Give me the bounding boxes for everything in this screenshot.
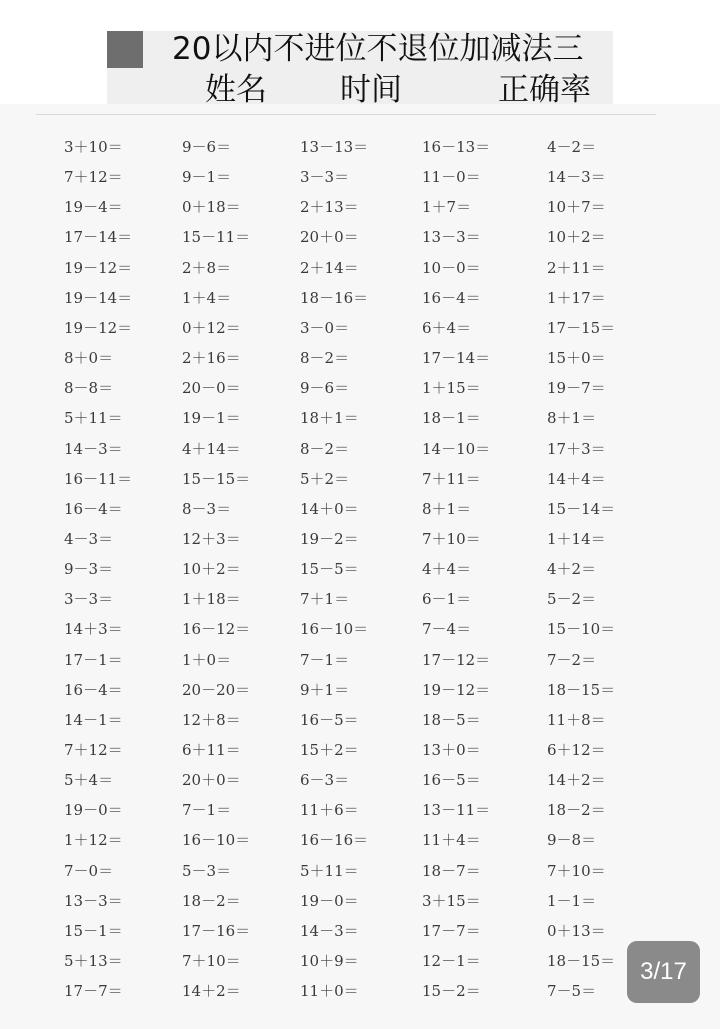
math-problem: 18－15＝ bbox=[547, 681, 616, 699]
math-problem: 18－15＝ bbox=[547, 952, 616, 970]
math-problem: 7－1＝ bbox=[300, 651, 350, 669]
math-problem: 3－3＝ bbox=[64, 590, 114, 608]
math-problem: 11＋0＝ bbox=[300, 982, 359, 1000]
math-problem: 1＋15＝ bbox=[422, 379, 481, 397]
math-problem: 17－7＝ bbox=[422, 922, 481, 940]
math-problem: 1＋7＝ bbox=[422, 198, 472, 216]
math-problem: 8＋0＝ bbox=[64, 349, 114, 367]
math-problem: 19－4＝ bbox=[64, 198, 123, 216]
math-problem: 15－11＝ bbox=[182, 228, 251, 246]
math-problem: 2＋8＝ bbox=[182, 259, 232, 277]
math-problem: 7－5＝ bbox=[547, 982, 597, 1000]
math-problem: 8－2＝ bbox=[300, 349, 350, 367]
math-problem: 7＋12＝ bbox=[64, 741, 123, 759]
math-problem: 5＋11＝ bbox=[300, 862, 359, 880]
math-problem: 14－3＝ bbox=[547, 168, 606, 186]
math-problem: 3＋10＝ bbox=[64, 138, 123, 156]
math-problem: 18－5＝ bbox=[422, 711, 481, 729]
math-problem: 15－15＝ bbox=[182, 470, 251, 488]
math-problem: 10＋2＝ bbox=[547, 228, 606, 246]
math-problem: 2＋13＝ bbox=[300, 198, 359, 216]
math-problem: 16－4＝ bbox=[64, 681, 123, 699]
math-problem: 19－1＝ bbox=[182, 409, 241, 427]
math-problem: 19－2＝ bbox=[300, 530, 359, 548]
math-problem: 8－3＝ bbox=[182, 500, 232, 518]
math-problem: 9＋1＝ bbox=[300, 681, 350, 699]
math-problem: 13－13＝ bbox=[300, 138, 369, 156]
math-problem: 9－3＝ bbox=[64, 560, 114, 578]
math-problem: 16－4＝ bbox=[64, 500, 123, 518]
math-problem: 12＋3＝ bbox=[182, 530, 241, 548]
math-problem: 14－1＝ bbox=[64, 711, 123, 729]
math-problem: 7－1＝ bbox=[182, 801, 232, 819]
math-problem: 14＋4＝ bbox=[547, 470, 606, 488]
page-indicator[interactable]: 3/17 bbox=[627, 941, 700, 1003]
math-problem: 14－10＝ bbox=[422, 440, 491, 458]
math-problem: 5－3＝ bbox=[182, 862, 232, 880]
math-problem: 7－2＝ bbox=[547, 651, 597, 669]
math-problem: 7－0＝ bbox=[64, 862, 114, 880]
math-problem: 16－13＝ bbox=[422, 138, 491, 156]
math-problem: 4＋2＝ bbox=[547, 560, 597, 578]
accuracy-label: 正确率 bbox=[498, 72, 591, 108]
math-problem: 18－7＝ bbox=[422, 862, 481, 880]
math-problem: 17＋3＝ bbox=[547, 440, 606, 458]
math-problem: 7＋1＝ bbox=[300, 590, 350, 608]
math-problem: 7＋10＝ bbox=[547, 862, 606, 880]
math-problem: 17－14＝ bbox=[422, 349, 491, 367]
math-problem: 7＋10＝ bbox=[422, 530, 481, 548]
worksheet-title: 20以内不进位不退位加减法三 bbox=[172, 31, 584, 67]
math-problem: 4－3＝ bbox=[64, 530, 114, 548]
math-problem: 7＋10＝ bbox=[182, 952, 241, 970]
name-label: 姓名 bbox=[205, 72, 267, 108]
math-problem: 8－8＝ bbox=[64, 379, 114, 397]
math-problem: 2＋11＝ bbox=[547, 259, 606, 277]
math-problem: 1＋0＝ bbox=[182, 651, 232, 669]
math-problem: 19－14＝ bbox=[64, 289, 133, 307]
math-problem: 17－1＝ bbox=[64, 651, 123, 669]
math-problem: 7－4＝ bbox=[422, 620, 472, 638]
math-problem: 1＋4＝ bbox=[182, 289, 232, 307]
math-problem: 16－11＝ bbox=[64, 470, 133, 488]
math-problem: 0＋13＝ bbox=[547, 922, 606, 940]
math-problem: 7＋11＝ bbox=[422, 470, 481, 488]
math-problem: 1＋18＝ bbox=[182, 590, 241, 608]
math-problem: 16－16＝ bbox=[300, 831, 369, 849]
math-problem: 1＋17＝ bbox=[547, 289, 606, 307]
math-problem: 13－11＝ bbox=[422, 801, 491, 819]
math-problem: 9－6＝ bbox=[182, 138, 232, 156]
math-problem: 16－5＝ bbox=[422, 771, 481, 789]
math-problem: 14＋2＝ bbox=[182, 982, 241, 1000]
math-problem: 17－14＝ bbox=[64, 228, 133, 246]
math-problem: 15－10＝ bbox=[547, 620, 616, 638]
math-problem: 5＋13＝ bbox=[64, 952, 123, 970]
math-problem: 4＋14＝ bbox=[182, 440, 241, 458]
math-problem: 19－12＝ bbox=[64, 319, 133, 337]
math-problem: 14－3＝ bbox=[300, 922, 359, 940]
math-problem: 6＋11＝ bbox=[182, 741, 241, 759]
math-problem: 6＋12＝ bbox=[547, 741, 606, 759]
math-problem: 0＋12＝ bbox=[182, 319, 241, 337]
math-problem: 4－2＝ bbox=[547, 138, 597, 156]
math-problem: 14＋0＝ bbox=[300, 500, 359, 518]
math-problem: 17－16＝ bbox=[182, 922, 251, 940]
math-problem: 6－1＝ bbox=[422, 590, 472, 608]
math-problem: 5＋4＝ bbox=[64, 771, 114, 789]
math-problem: 15＋0＝ bbox=[547, 349, 606, 367]
math-problem: 15－1＝ bbox=[64, 922, 123, 940]
math-problem: 18＋1＝ bbox=[300, 409, 359, 427]
math-problem: 20－0＝ bbox=[182, 379, 241, 397]
math-problem: 20＋0＝ bbox=[182, 771, 241, 789]
math-problem: 8＋1＝ bbox=[422, 500, 472, 518]
math-problem: 18－2＝ bbox=[547, 801, 606, 819]
math-problem: 14－3＝ bbox=[64, 440, 123, 458]
math-problem: 1＋12＝ bbox=[64, 831, 123, 849]
math-problem: 15－14＝ bbox=[547, 500, 616, 518]
math-problem: 4＋4＝ bbox=[422, 560, 472, 578]
math-problem: 11＋4＝ bbox=[422, 831, 481, 849]
math-problem: 8＋1＝ bbox=[547, 409, 597, 427]
math-problem: 13－3＝ bbox=[422, 228, 481, 246]
math-problem: 9－1＝ bbox=[182, 168, 232, 186]
math-problem: 11＋8＝ bbox=[547, 711, 606, 729]
math-problem: 6－3＝ bbox=[300, 771, 350, 789]
math-problem: 19－12＝ bbox=[64, 259, 133, 277]
math-problem: 2＋14＝ bbox=[300, 259, 359, 277]
math-problem: 11－0＝ bbox=[422, 168, 481, 186]
math-problem: 10＋9＝ bbox=[300, 952, 359, 970]
math-problem: 5＋2＝ bbox=[300, 470, 350, 488]
math-problem: 7＋12＝ bbox=[64, 168, 123, 186]
math-problem: 14＋3＝ bbox=[64, 620, 123, 638]
math-problem: 1＋14＝ bbox=[547, 530, 606, 548]
math-problem: 18－1＝ bbox=[422, 409, 481, 427]
math-problem: 13＋0＝ bbox=[422, 741, 481, 759]
math-problem: 18－16＝ bbox=[300, 289, 369, 307]
math-problem: 16－10＝ bbox=[182, 831, 251, 849]
math-problem: 8－2＝ bbox=[300, 440, 350, 458]
math-problem: 16－12＝ bbox=[182, 620, 251, 638]
math-problem: 2＋16＝ bbox=[182, 349, 241, 367]
math-problem: 15－2＝ bbox=[422, 982, 481, 1000]
math-problem: 19－7＝ bbox=[547, 379, 606, 397]
math-problem: 9－6＝ bbox=[300, 379, 350, 397]
math-problem: 16－5＝ bbox=[300, 711, 359, 729]
math-problem: 20－20＝ bbox=[182, 681, 251, 699]
math-problem: 13－3＝ bbox=[64, 892, 123, 910]
math-problem: 19－0＝ bbox=[300, 892, 359, 910]
math-problem: 12－1＝ bbox=[422, 952, 481, 970]
math-problem: 9－8＝ bbox=[547, 831, 597, 849]
math-problem: 3＋15＝ bbox=[422, 892, 481, 910]
math-problem: 16－4＝ bbox=[422, 289, 481, 307]
math-problem: 3－3＝ bbox=[300, 168, 350, 186]
math-problem: 1－1＝ bbox=[547, 892, 597, 910]
math-problem: 3－0＝ bbox=[300, 319, 350, 337]
math-problem: 17－12＝ bbox=[422, 651, 491, 669]
math-problem: 16－10＝ bbox=[300, 620, 369, 638]
math-problem: 19－12＝ bbox=[422, 681, 491, 699]
math-problem: 6＋4＝ bbox=[422, 319, 472, 337]
math-problem: 5－2＝ bbox=[547, 590, 597, 608]
math-problem: 10＋7＝ bbox=[547, 198, 606, 216]
math-problem: 17－15＝ bbox=[547, 319, 616, 337]
time-label: 时间 bbox=[340, 72, 402, 108]
math-problem: 15＋2＝ bbox=[300, 741, 359, 759]
math-problem: 10＋2＝ bbox=[182, 560, 241, 578]
math-problem: 10－0＝ bbox=[422, 259, 481, 277]
math-problem: 15－5＝ bbox=[300, 560, 359, 578]
math-problem: 17－7＝ bbox=[64, 982, 123, 1000]
math-problem: 18－2＝ bbox=[182, 892, 241, 910]
math-problem: 0＋18＝ bbox=[182, 198, 241, 216]
math-problem: 14＋2＝ bbox=[547, 771, 606, 789]
math-problem: 5＋11＝ bbox=[64, 409, 123, 427]
math-problem: 19－0＝ bbox=[64, 801, 123, 819]
math-problem: 20＋0＝ bbox=[300, 228, 359, 246]
math-problem: 12＋8＝ bbox=[182, 711, 241, 729]
math-problem: 11＋6＝ bbox=[300, 801, 359, 819]
